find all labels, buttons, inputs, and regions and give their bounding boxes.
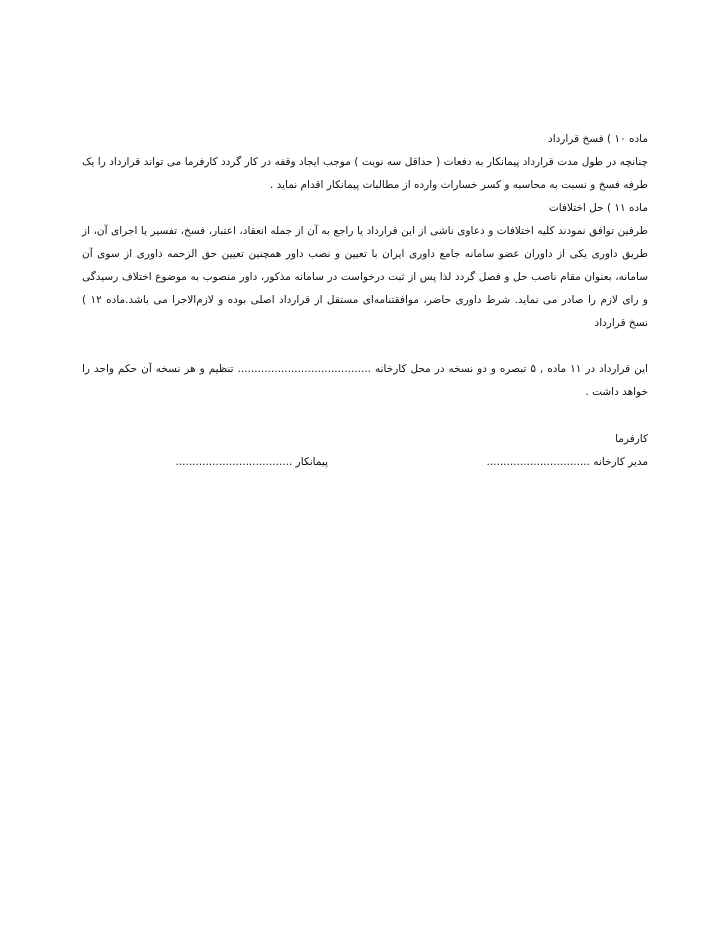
article-11-body: طرفین توافق نمودند کلیه اختلافات و دعاوی ناشی از این قرارداد یا راجع به آن از جمله انعقاد، اعتبار، فسخ، تفسیر یا اجرای آن، از طریق داوری یکی از داوران عضو سامانه جامع داوری ایران با تعیین و نصب داور همچنین تعیین حق الزحمه داوری از سوی آن سامانه، بعنوان مقام ناصب حل و فصل گردد لذا پس از ثبت درخواست در سامانه مذکور، داور منصوب به موضوع اختلاف رسیدگی و رای لازم را صادر می نماید. شرط داوری حاضر، موافقتنامه‌ای مستقل از قرارداد اصلی بوده و لازم‌الاجرا می باشد.ماده ۱۲ ) نسخ قرارداد	[82, 225, 648, 329]
contractor-signature: پیمانکار ...................................	[175, 456, 328, 468]
contract-text	[82, 128, 648, 404]
employer-label: کارفرما	[615, 433, 648, 445]
signature-block	[82, 428, 648, 478]
article-10-heading: ماده ۱۰ ) فسخ قرارداد	[548, 133, 648, 145]
closing-statement: این قرارداد در ۱۱ ماده , ۵ تبصره و دو نسخه در محل کارخانه ........................................ تنظیم و هر نسخه آن حکم واحد را خواهد داشت .	[82, 363, 648, 398]
paragraph-spacer	[82, 335, 648, 358]
article-10-body: چنانچه در طول مدت قرارداد پیمانکار به دفعات ( حداقل سه نوبت ) موجب ایجاد وقفه در کار گردد کارفرما می تواند قرارداد را یک طرفه فسخ و نسبت به محاسبه و کسر خسارات وارده از مطالبات پیمانکار اقدام نماید .	[82, 156, 648, 191]
factory-manager-signature: مدیر کارخانه ...............................	[486, 456, 648, 468]
article-11-heading: ماده ۱۱ ) حل اختلافات	[548, 202, 648, 214]
